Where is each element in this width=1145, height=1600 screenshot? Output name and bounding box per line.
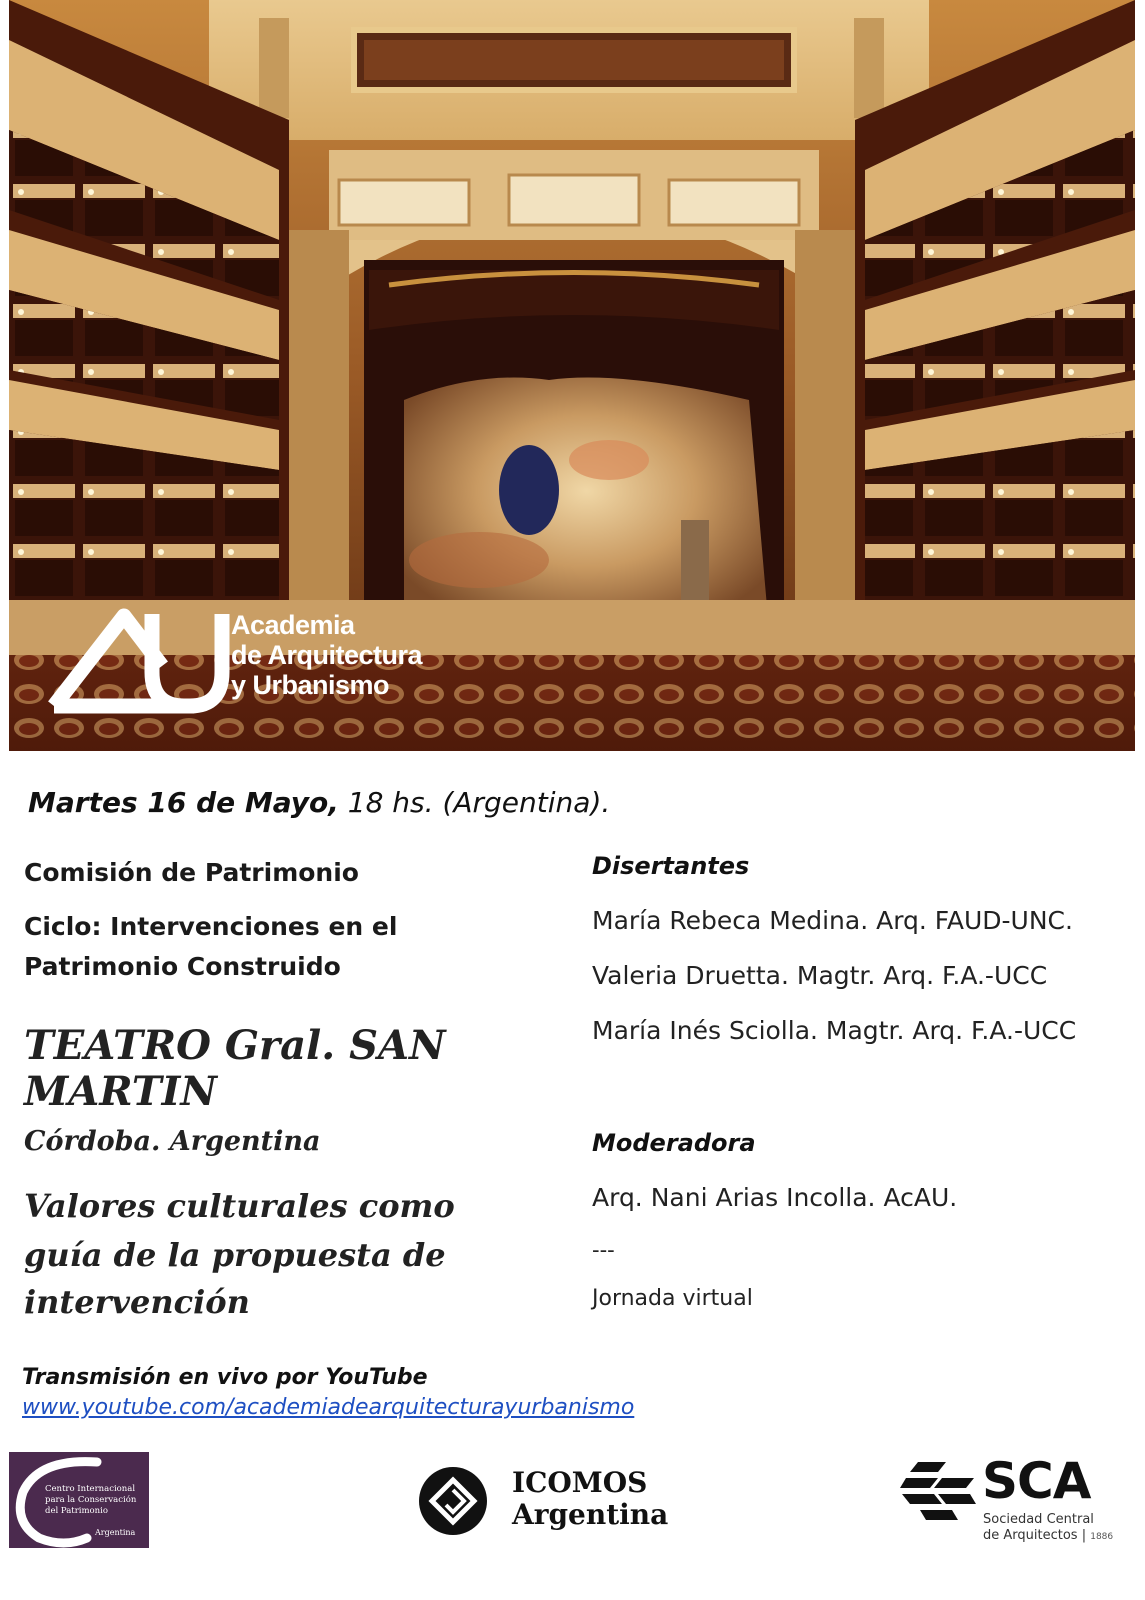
acau-logo-text	[231, 610, 422, 700]
modality: Jornada virtual	[592, 1286, 753, 1311]
icomos-line-2: Argentina	[512, 1498, 669, 1531]
cycle-line-1: Ciclo: Intervenciones en el	[24, 912, 398, 941]
speaker-3: María Inés Sciolla. Magtr. Arq. F.A.-UCC	[592, 1016, 1077, 1045]
subtitle-line-1: Valores culturales como	[24, 1187, 455, 1225]
cicop-line-1: Centro Internacional	[45, 1484, 136, 1494]
sca-name	[983, 1512, 1113, 1545]
subtitle-line-3: intervención	[24, 1283, 250, 1321]
icomos-icon	[418, 1466, 488, 1536]
sca-icon	[898, 1456, 976, 1526]
cicop-line-2: para la Conservación	[45, 1495, 137, 1505]
cycle-line-2: Patrimonio Construido	[24, 952, 341, 981]
icomos-name	[512, 1467, 668, 1531]
cicop-name	[45, 1484, 136, 1517]
event-time: 18 hs. (Argentina).	[338, 786, 611, 819]
cicop-country: Argentina	[95, 1528, 136, 1537]
sca-year: 1886	[1090, 1532, 1114, 1542]
separator: ---	[592, 1238, 615, 1262]
theatre-title-line-1: TEATRO Gral. SAN	[24, 1022, 446, 1069]
youtube-link[interactable]: www.youtube.com/academiadearquitecturayurbanismo	[22, 1395, 635, 1420]
event-date-bold: Martes 16 de Mayo,	[28, 786, 339, 819]
sca-line-2-text: de Arquitectos	[983, 1528, 1078, 1543]
moderator-heading: Moderadora	[592, 1129, 756, 1157]
subtitle-line-2: guía de la propuesta de	[24, 1236, 446, 1274]
cicop-line-3: del Patrimonio	[45, 1506, 108, 1516]
theatre-title-line-2: MARTIN	[24, 1068, 217, 1115]
acau-logo-line-1: Academia	[231, 610, 355, 640]
sca-line-1: Sociedad Central	[983, 1512, 1094, 1527]
event-date	[28, 786, 610, 819]
moderator-name: Arq. Nani Arias Incolla. AcAU.	[592, 1183, 958, 1212]
stream-label: Transmisión en vivo por YouTube	[22, 1365, 428, 1390]
speakers-heading: Disertantes	[592, 852, 750, 880]
speaker-2: Valeria Druetta. Magtr. Arq. F.A.-UCC	[592, 961, 1048, 990]
sca-line-2: de Arquitectos | 1886	[983, 1528, 1114, 1543]
sca-abbr: SCA	[982, 1452, 1091, 1510]
cicop-logo	[9, 1452, 149, 1548]
acau-logo-line-3: y Urbanismo	[231, 670, 390, 700]
theatre-location: Córdoba. Argentina	[24, 1126, 321, 1157]
speaker-1: María Rebeca Medina. Arq. FAUD-UNC.	[592, 906, 1073, 935]
acau-logo-line-2: de Arquitectura	[231, 640, 423, 670]
theatre-photo	[9, 0, 1135, 751]
icomos-line-1: ICOMOS	[512, 1466, 648, 1499]
commission-title: Comisión de Patrimonio	[24, 858, 359, 887]
